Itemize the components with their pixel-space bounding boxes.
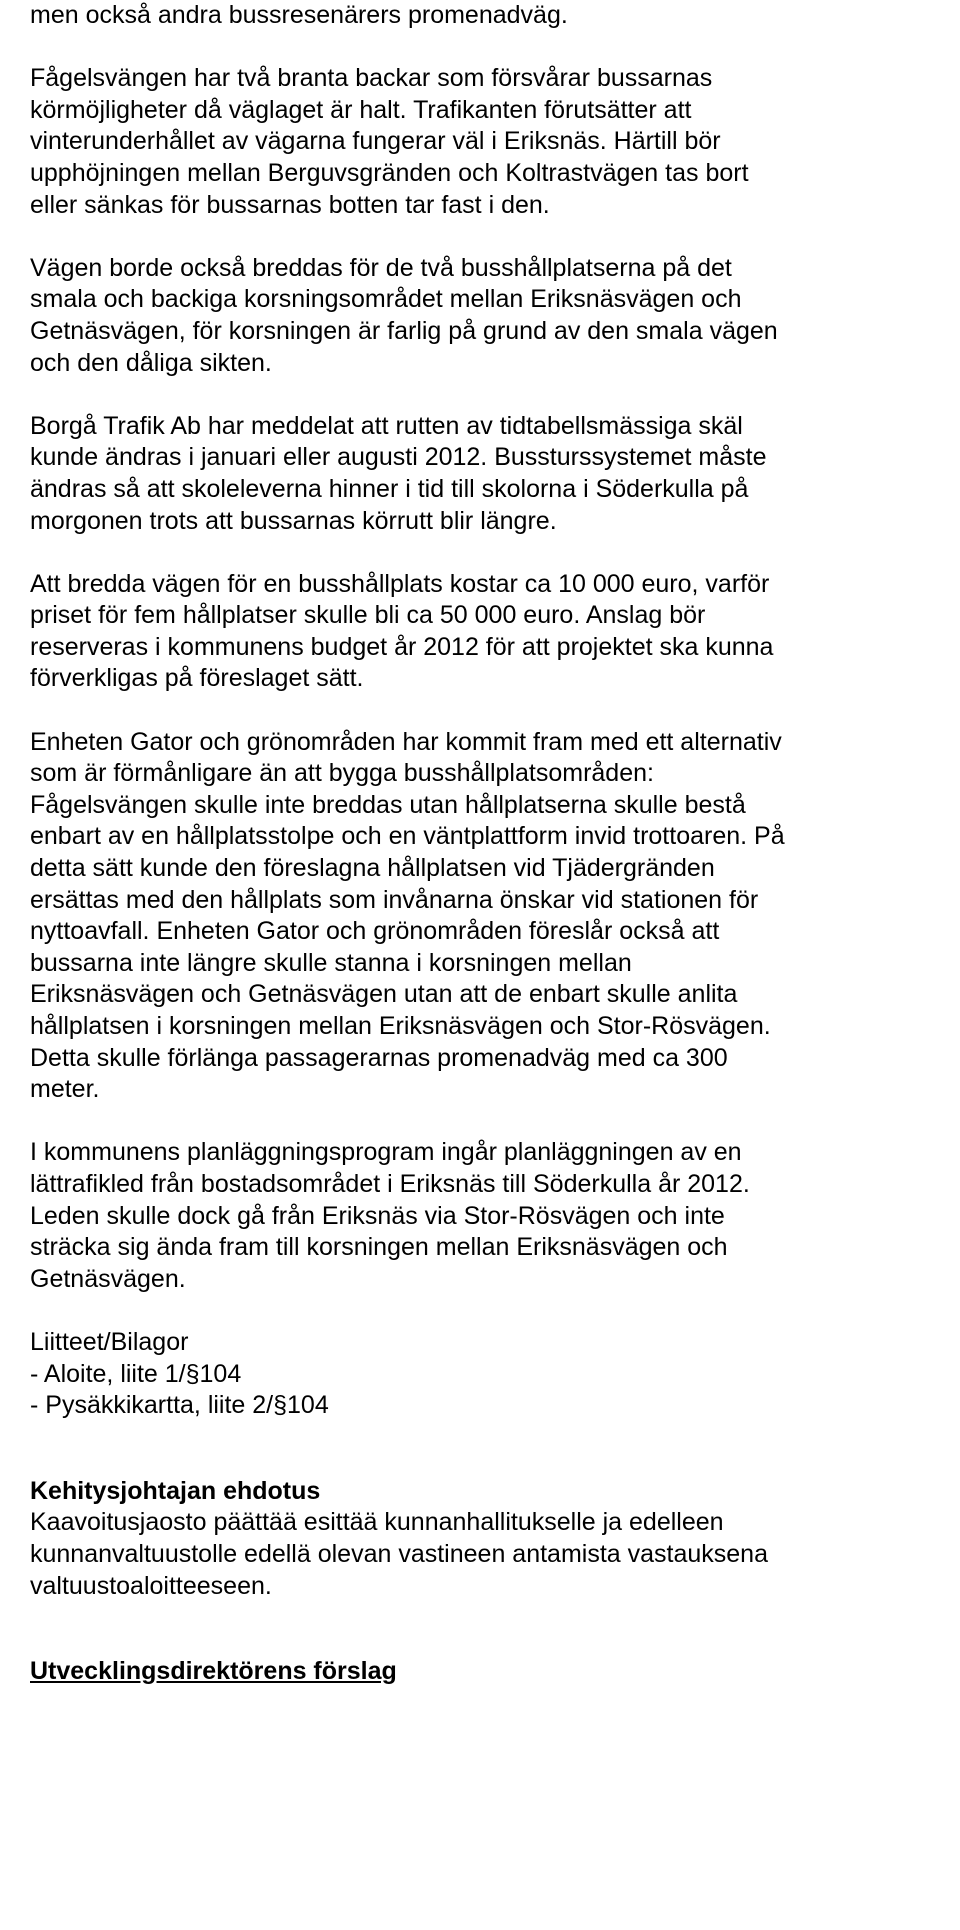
text-line: körmöjligheter då väglaget är halt. Trafikanten förutsätter att xyxy=(30,95,692,124)
text-line: eller sänkas för bussarnas botten tar fast i den. xyxy=(30,190,550,219)
text-line: vinterunderhållet av vägarna fungerar väl i Eriksnäs. Härtill bör xyxy=(30,127,721,156)
paragraph-road-widening xyxy=(30,253,950,379)
text-line: morgonen trots att bussarnas körrutt blir längre. xyxy=(30,506,557,535)
text-line: valtuustoaloitteeseen. xyxy=(30,1571,272,1600)
text-line: men också andra bussresenärers promenadväg. xyxy=(30,1,568,29)
text-line: kunde ändras i januari eller augusti 2012. Bussturssystemet måste xyxy=(30,443,767,472)
text-line: Getnäsvägen, för korsningen är farlig på grund av den smala vägen xyxy=(30,316,778,345)
paragraph-alternative xyxy=(30,727,950,1106)
text-line: Vägen borde också breddas för de två busshållplatserna på det xyxy=(30,253,732,282)
text-line: upphöjningen mellan Berguvsgränden och Koltrastvägen tas bort xyxy=(30,158,749,187)
paragraph-borga-trafik xyxy=(30,411,950,537)
paragraph-cost xyxy=(30,569,950,695)
text-line: Fågelsvängen har två branta backar som försvårar bussarnas xyxy=(30,64,713,93)
text-line: ersättas med den hållplats som invånarna önskar vid stationen för xyxy=(30,885,759,914)
text-line: I kommunens planläggningsprogram ingår planläggningen av en xyxy=(30,1138,742,1167)
paragraph-gap xyxy=(30,537,950,569)
text-line: sträcka sig ända fram till korsningen mellan Eriksnäsvägen och xyxy=(30,1233,728,1262)
proposal-fi-heading: Kehitysjohtajan ehdotus xyxy=(30,1476,321,1505)
section-gap xyxy=(30,1602,950,1656)
attachment-item: - Aloite, liite 1/§104 xyxy=(30,1359,242,1388)
text-line: priset för fem hållplatser skulle bli ca 50 000 euro. Anslag bör xyxy=(30,601,706,630)
attachment-item: - Pysäkkikartta, liite 2/§104 xyxy=(30,1391,329,1420)
text-line: meter. xyxy=(30,1075,100,1104)
text-line: Kaavoitusjaosto päättää esittää kunnanhallitukselle ja edelleen xyxy=(30,1508,724,1537)
text-line: bussarna inte längre skulle stanna i korsningen mellan xyxy=(30,948,632,977)
text-line: detta sätt kunde den föreslagna hållplatsen vid Tjädergränden xyxy=(30,854,715,883)
text-line: ändras så att skoleleverna hinner i tid till skolorna i Söderkulla på xyxy=(30,474,749,503)
text-line: enbart av en hållplatsstolpe och en väntplattform invid trottoaren. På xyxy=(30,822,785,851)
text-line: Eriksnäsvägen och Getnäsvägen utan att de enbart skulle anlita xyxy=(30,980,738,1009)
text-line: som är förmånligare än att bygga busshållplatsområden: xyxy=(30,759,654,788)
attachments-section xyxy=(30,1327,950,1422)
text-line: förverkligas på föreslaget sätt. xyxy=(30,664,364,693)
paragraph-gap xyxy=(30,1106,950,1138)
paragraph-intro xyxy=(30,0,950,32)
text-line: reserveras i kommunens budget år 2012 för att projektet ska kunna xyxy=(30,632,774,661)
paragraph-gap xyxy=(30,695,950,727)
text-line: lättrafikled från bostadsområdet i Eriksnäs till Söderkulla år 2012. xyxy=(30,1169,750,1198)
text-line: Leden skulle dock gå från Eriksnäs via Stor-Rösvägen och inte xyxy=(30,1201,725,1230)
text-line: Fågelsvängen skulle inte breddas utan hållplatserna skulle bestå xyxy=(30,790,746,819)
paragraph-gap xyxy=(30,1295,950,1327)
text-line: kunnanvaltuustolle edellä olevan vastineen antamista vastauksena xyxy=(30,1539,768,1568)
proposal-sv-section xyxy=(30,1656,950,1688)
text-line: nyttoavfall. Enheten Gator och grönområden föreslår också att xyxy=(30,917,720,946)
paragraph-planning xyxy=(30,1137,950,1295)
text-line: hållplatsen i korsningen mellan Eriksnäsvägen och Stor-Rösvägen. xyxy=(30,1012,771,1040)
paragraph-gap xyxy=(30,221,950,253)
text-line: Att bredda vägen för en busshållplats kostar ca 10 000 euro, varför xyxy=(30,569,770,598)
proposal-sv-heading: Utvecklingsdirektörens förslag xyxy=(30,1657,397,1686)
text-line: och den dåliga sikten. xyxy=(30,348,272,377)
section-gap xyxy=(30,1422,950,1476)
paragraph-fagelsvangen xyxy=(30,63,950,221)
text-line: Detta skulle förlänga passagerarnas promenadväg med ca 300 xyxy=(30,1043,728,1072)
text-line: Getnäsvägen. xyxy=(30,1264,186,1293)
attachments-title: Liitteet/Bilagor xyxy=(30,1327,189,1356)
text-line: Enheten Gator och grönområden har kommit fram med ett alternativ xyxy=(30,727,782,756)
text-line: Borgå Trafik Ab har meddelat att rutten av tidtabellsmässiga skäl xyxy=(30,411,743,440)
text-line: smala och backiga korsningsområdet mellan Eriksnäsvägen och xyxy=(30,285,742,314)
paragraph-gap xyxy=(30,32,950,64)
proposal-fi-section xyxy=(30,1476,950,1602)
paragraph-gap xyxy=(30,379,950,411)
